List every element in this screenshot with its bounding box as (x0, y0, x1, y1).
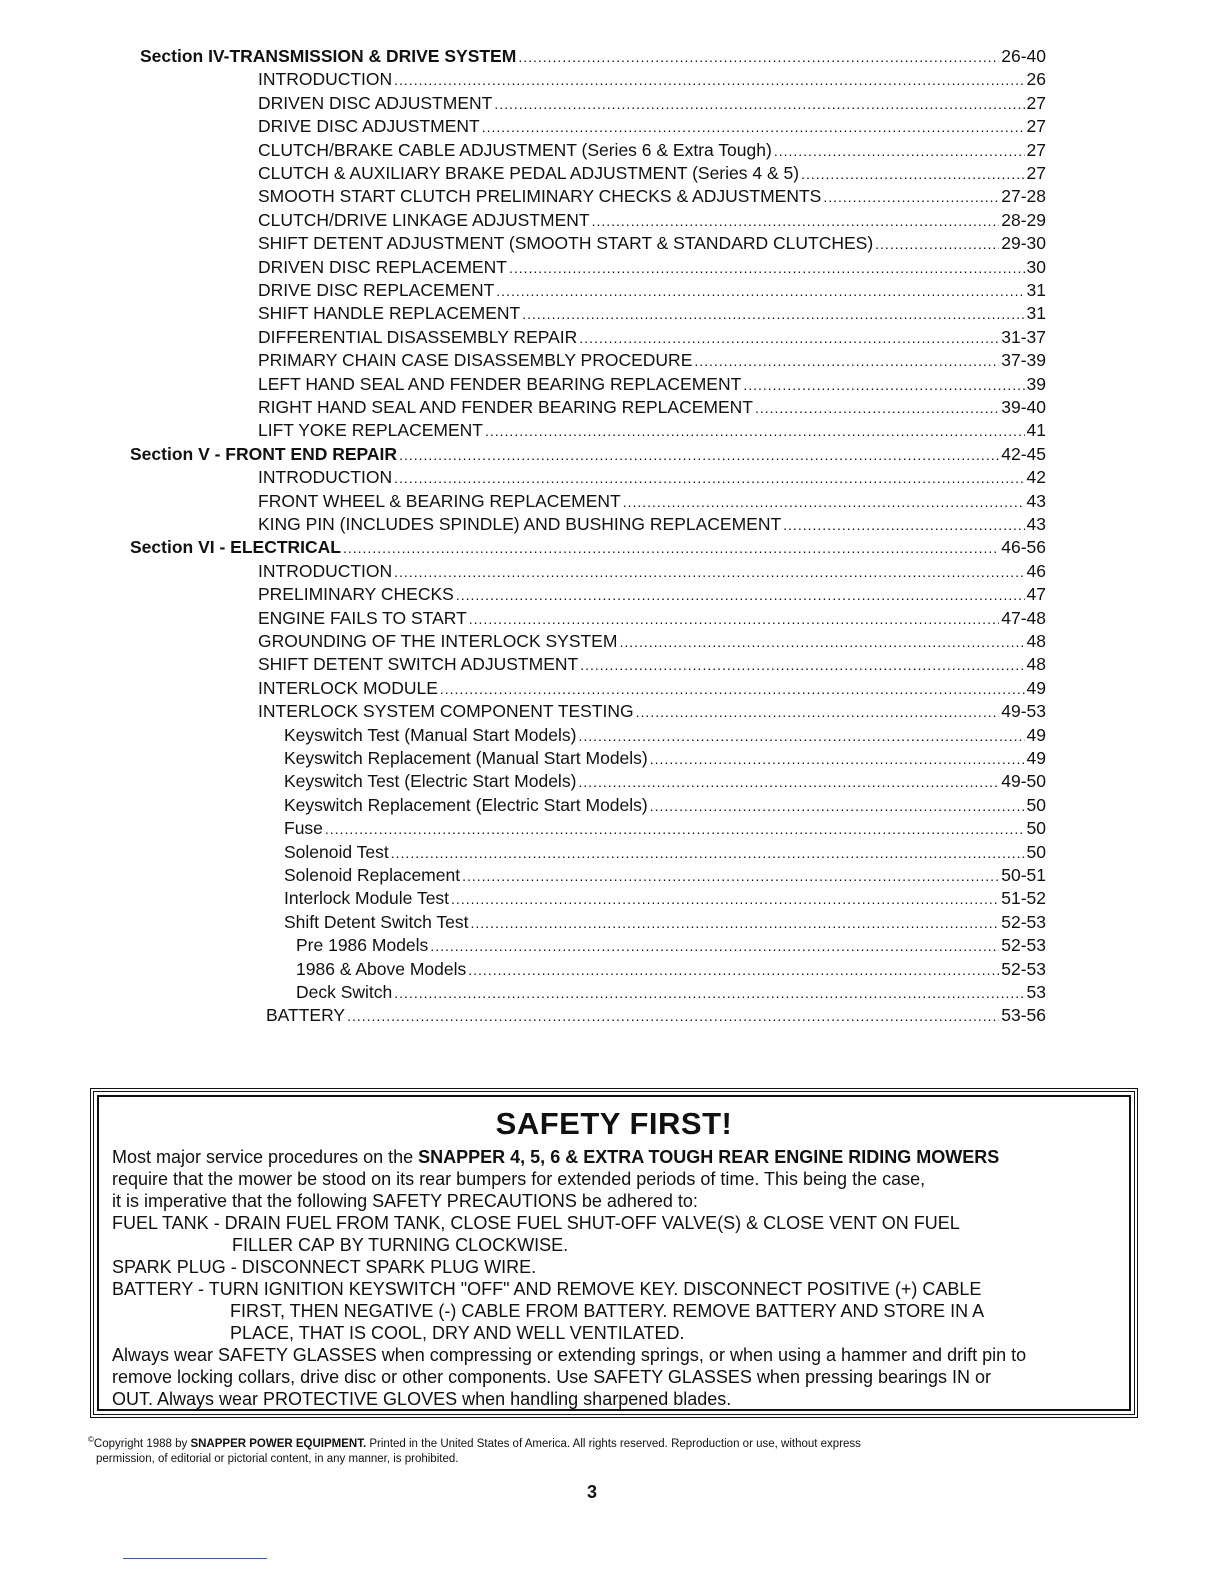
toc-title: Keyswitch Replacement (Manual Start Models) (284, 748, 648, 768)
toc-title: Section IV-TRANSMISSION & DRIVE SYSTEM (140, 46, 517, 66)
toc-entry (258, 348, 1046, 372)
toc-entry (258, 278, 1046, 302)
toc-page: 31 (1026, 303, 1046, 324)
toc-page: 52-53 (1001, 958, 1046, 979)
toc-entry (258, 372, 1046, 396)
toc-entry (258, 512, 1046, 536)
toc-title: Pre 1986 Models (296, 935, 429, 956)
battery-precaution: BATTERY - TURN IGNITION KEYSWITCH "OFF" AND REMOVE KEY. DISCONNECT POSITIVE (+) CABLE (112, 1279, 982, 1299)
toc-title: INTRODUCTION (258, 467, 393, 488)
toc-entry (258, 325, 1046, 349)
toc-dot-leader (391, 841, 1025, 865)
toc-title: ENGINE FAILS TO START (258, 607, 467, 628)
toc-page: 50-51 (1001, 865, 1046, 885)
toc-title: Deck Switch (296, 982, 393, 1002)
toc-section-heading (130, 442, 1046, 466)
toc-entry (296, 957, 1046, 981)
toc-title: BATTERY (266, 1005, 346, 1026)
toc-dot-leader (394, 68, 1024, 92)
toc-entry (258, 184, 1046, 208)
toc-dot-leader (509, 256, 1025, 280)
toc-entry (296, 933, 1046, 957)
toc-dot-leader (518, 45, 999, 69)
toc-title: GROUNDING OF THE INTERLOCK SYSTEM (258, 631, 618, 651)
safety-glasses-note: Always wear SAFETY GLASSES when compressing or extending springs, or when using a hammer and drift pin to (112, 1345, 1027, 1365)
toc-title: LEFT HAND SEAL AND FENDER BEARING REPLACEMENT (258, 373, 742, 394)
toc-title: KING PIN (INCLUDES SPINDLE) AND BUSHING REPLACEMENT (258, 514, 782, 534)
toc-dot-leader (650, 747, 1025, 771)
toc-dot-leader (580, 653, 1024, 677)
toc-dot-leader (801, 162, 1024, 186)
toc-entry (284, 793, 1046, 817)
toc-page: 49-50 (1001, 771, 1046, 792)
toc-dot-leader (694, 349, 999, 373)
toc-page: 27 (1026, 163, 1046, 183)
safety-glasses-note-3: OUT. Always wear PROTECTIVE GLOVES when handling sharpened blades. (112, 1389, 732, 1409)
toc-entry (284, 840, 1046, 864)
toc-dot-leader (325, 817, 1025, 841)
toc-title: CLUTCH/DRIVE LINKAGE ADJUSTMENT (258, 209, 590, 230)
toc-page: 46-56 (1001, 537, 1046, 558)
toc-dot-leader (623, 490, 1025, 514)
toc-page: 49-53 (1001, 701, 1046, 722)
toc-entry (284, 816, 1046, 840)
toc-entry (258, 208, 1046, 232)
toc-entry (258, 114, 1046, 138)
toc-title: CLUTCH/BRAKE CABLE ADJUSTMENT (Series 6 & Extra Tough) (258, 139, 772, 160)
toc-title: SHIFT DETENT SWITCH ADJUSTMENT (258, 654, 579, 675)
toc-title: Interlock Module Test (284, 888, 450, 909)
toc-dot-leader (578, 724, 1024, 748)
toc-title: DRIVEN DISC ADJUSTMENT (258, 92, 493, 113)
toc-title: SMOOTH START CLUTCH PRELIMINARY CHECKS & ADJUSTMENTS (258, 186, 822, 207)
toc-entry (284, 746, 1046, 770)
toc-page: 50 (1026, 818, 1046, 839)
toc-entry (258, 138, 1046, 162)
toc-entry (258, 418, 1046, 442)
toc-dot-leader (494, 92, 1024, 116)
safety-intro: Most major service procedures on the SNAPPER 4, 5, 6 & EXTRA TOUGH REAR ENGINE RIDING MOWERS (112, 1147, 1000, 1167)
toc-page: 52-53 (1001, 911, 1046, 932)
toc-entry (284, 910, 1046, 934)
toc-entry (258, 255, 1046, 279)
toc-dot-leader (743, 373, 1024, 397)
toc-dot-leader (462, 864, 999, 888)
toc-title: CLUTCH & AUXILIARY BRAKE PEDAL ADJUSTMENT (Series 4 & 5) (258, 163, 800, 183)
toc-entry (284, 863, 1046, 887)
toc-dot-leader (482, 115, 1025, 139)
safety-title: SAFETY FIRST! (495, 1106, 733, 1141)
toc-title: Solenoid Replacement (284, 865, 461, 885)
toc-title: LIFT YOKE REPLACEMENT (258, 420, 483, 441)
toc-page: 50 (1026, 841, 1046, 862)
toc-title: Keyswitch Test (Electric Start Models) (284, 771, 577, 792)
toc-entry (258, 489, 1046, 513)
toc-dot-leader (496, 279, 1024, 303)
safety-line-3: it is imperative that the following SAFETY PRECAUTIONS be adhered to: (112, 1191, 698, 1211)
toc-entry (266, 1003, 1046, 1027)
toc-page: 27 (1026, 116, 1046, 137)
fuel-tank-precaution: FUEL TANK - DRAIN FUEL FROM TANK, CLOSE FUEL SHUT-OFF VALVE(S) & CLOSE VENT ON FUEL (112, 1213, 960, 1233)
toc-dot-leader (650, 794, 1025, 818)
toc-page: 42 (1026, 467, 1046, 488)
toc-dot-leader (823, 185, 999, 209)
battery-precaution-cont-1: FIRST, THEN NEGATIVE (-) CABLE FROM BATTERY. REMOVE BATTERY AND STORE IN A (230, 1301, 985, 1321)
battery-precaution-cont-2: PLACE, THAT IS COOL, DRY AND WELL VENTILATED. (230, 1323, 685, 1343)
toc-dot-leader (579, 326, 999, 350)
toc-dot-leader (783, 513, 1024, 537)
toc-dot-leader (394, 560, 1024, 584)
toc-page: 43 (1026, 490, 1046, 511)
toc-dot-leader (469, 607, 999, 631)
toc-dot-leader (430, 934, 999, 958)
toc-title: Fuse (284, 818, 323, 839)
toc-page: 26 (1026, 69, 1046, 90)
toc-page: 48 (1026, 631, 1046, 651)
toc-title: Section V - FRONT END REPAIR (130, 443, 398, 464)
toc-entry (258, 231, 1046, 255)
toc-dot-leader (875, 232, 999, 256)
toc-title: Keyswitch Test (Manual Start Models) (284, 724, 577, 745)
toc-entry (258, 301, 1046, 325)
toc-page: 37-39 (1001, 350, 1046, 371)
toc-title: INTERLOCK SYSTEM COMPONENT TESTING (258, 701, 634, 722)
copyright-line-2: permission, of editorial or pictorial content, in any manner, is prohibited. (96, 1452, 459, 1465)
toc-entry (258, 582, 1046, 606)
toc-title: DRIVEN DISC REPLACEMENT (258, 256, 507, 277)
toc-title: 1986 & Above Models (296, 958, 467, 979)
toc-section-heading (130, 535, 1046, 559)
toc-page: 53-56 (1001, 1005, 1046, 1026)
toc-page: 49 (1026, 748, 1046, 768)
toc-dot-leader (343, 536, 999, 560)
toc-dot-leader (471, 911, 1000, 935)
copyright-notice (88, 1432, 1148, 1467)
toc-entry (284, 886, 1046, 910)
toc-page: 28-29 (1001, 209, 1046, 230)
toc-title: SHIFT DETENT ADJUSTMENT (SMOOTH START & STANDARD CLUTCHES) (258, 233, 874, 254)
toc-dot-leader (394, 981, 1024, 1005)
toc-page: 51-52 (1001, 888, 1046, 909)
toc-page: 43 (1026, 514, 1046, 534)
toc-entry (296, 980, 1046, 1004)
toc-title: FRONT WHEEL & BEARING REPLACEMENT (258, 490, 621, 511)
toc-dot-leader (440, 677, 1025, 701)
toc-page: 49 (1026, 724, 1046, 745)
toc-dot-leader (456, 583, 1025, 607)
toc-dot-leader (774, 139, 1025, 163)
toc-dot-leader (578, 770, 999, 794)
toc-dot-leader (592, 209, 1000, 233)
toc-page: 27 (1026, 139, 1046, 160)
safety-line-2: require that the mower be stood on its rear bumpers for extended periods of time. This being the case, (112, 1169, 926, 1189)
toc-title: DRIVE DISC ADJUSTMENT (258, 116, 480, 137)
toc-dot-leader (394, 466, 1024, 490)
toc-entry (258, 161, 1046, 185)
toc-entry (258, 465, 1046, 489)
footer-rule (123, 1558, 267, 1559)
toc-title: INTRODUCTION (258, 69, 393, 90)
toc-page: 30 (1026, 256, 1046, 277)
toc-section-heading (140, 44, 1046, 68)
toc-page: 50 (1026, 794, 1046, 815)
toc-dot-leader (755, 396, 999, 420)
toc-title: INTERLOCK MODULE (258, 677, 438, 698)
toc-entry (258, 91, 1046, 115)
safety-first-box (90, 1088, 1138, 1418)
page-number: 3 (586, 1482, 597, 1502)
toc-page: 27 (1026, 92, 1046, 113)
toc-page: 39-40 (1001, 397, 1046, 417)
toc-page: 41 (1026, 420, 1046, 441)
safety-glasses-note-2: remove locking collars, drive disc or other components. Use SAFETY GLASSES when pressing bearings IN or (112, 1367, 992, 1387)
toc-dot-leader (485, 419, 1025, 443)
toc-title: RIGHT HAND SEAL AND FENDER BEARING REPLACEMENT (258, 397, 753, 417)
toc-page: 46 (1026, 560, 1046, 581)
product-name: SNAPPER 4, 5, 6 & EXTRA TOUGH REAR ENGINE RIDING MOWERS (418, 1147, 1000, 1167)
toc-page: 31-37 (1001, 326, 1046, 347)
fuel-tank-precaution-cont: FILLER CAP BY TURNING CLOCKWISE. (232, 1235, 569, 1255)
toc-title: PRIMARY CHAIN CASE DISASSEMBLY PROCEDURE (258, 350, 693, 371)
toc-page: 42-45 (1001, 443, 1046, 464)
toc-entry (284, 723, 1046, 747)
toc-page: 49 (1026, 677, 1046, 698)
toc-entry (284, 769, 1046, 793)
toc-page: 52-53 (1001, 935, 1046, 956)
toc-dot-leader (619, 630, 1024, 654)
toc-page: 26-40 (1001, 46, 1046, 66)
toc-dot-leader (468, 958, 999, 982)
toc-page: 39 (1026, 373, 1046, 394)
toc-title: SHIFT HANDLE REPLACEMENT (258, 303, 521, 324)
toc-title: Keyswitch Replacement (Electric Start Models) (284, 794, 648, 815)
toc-entry (258, 699, 1046, 723)
toc-title: DIFFERENTIAL DISASSEMBLY REPAIR (258, 326, 578, 347)
toc-page: 29-30 (1001, 233, 1046, 254)
toc-dot-leader (522, 302, 1024, 326)
toc-entry (258, 67, 1046, 91)
toc-title: DRIVE DISC REPLACEMENT (258, 280, 495, 300)
toc-dot-leader (347, 1004, 999, 1028)
toc-title: Solenoid Test (284, 841, 389, 862)
copyright-line-1: ©Copyright 1988 by SNAPPER POWER EQUIPMENT. Printed in the United States of America. All rights reserved. Reproduction or use, without express (88, 1435, 861, 1450)
toc-title: INTRODUCTION (258, 560, 393, 581)
toc-page: 47-48 (1001, 607, 1046, 628)
toc-entry (258, 395, 1046, 419)
toc-title: Shift Detent Switch Test (284, 911, 469, 932)
toc-page: 27-28 (1001, 186, 1046, 207)
toc-dot-leader (636, 700, 1000, 724)
toc-dot-leader (451, 887, 999, 911)
toc-title: Section VI - ELECTRICAL (130, 537, 341, 558)
toc-title: PRELIMINARY CHECKS (258, 584, 454, 605)
toc-page: 47 (1026, 584, 1046, 605)
toc-entry (258, 676, 1046, 700)
company-name: SNAPPER POWER EQUIPMENT. (190, 1437, 367, 1450)
toc-page: 48 (1026, 654, 1046, 675)
toc-page: 53 (1026, 982, 1046, 1002)
toc-page: 31 (1026, 280, 1046, 300)
spark-plug-precaution: SPARK PLUG - DISCONNECT SPARK PLUG WIRE. (112, 1257, 537, 1277)
toc-entry (258, 629, 1046, 653)
toc-entry (258, 559, 1046, 583)
toc-dot-leader (399, 443, 999, 467)
toc-entry (258, 606, 1046, 630)
toc-entry (258, 652, 1046, 676)
